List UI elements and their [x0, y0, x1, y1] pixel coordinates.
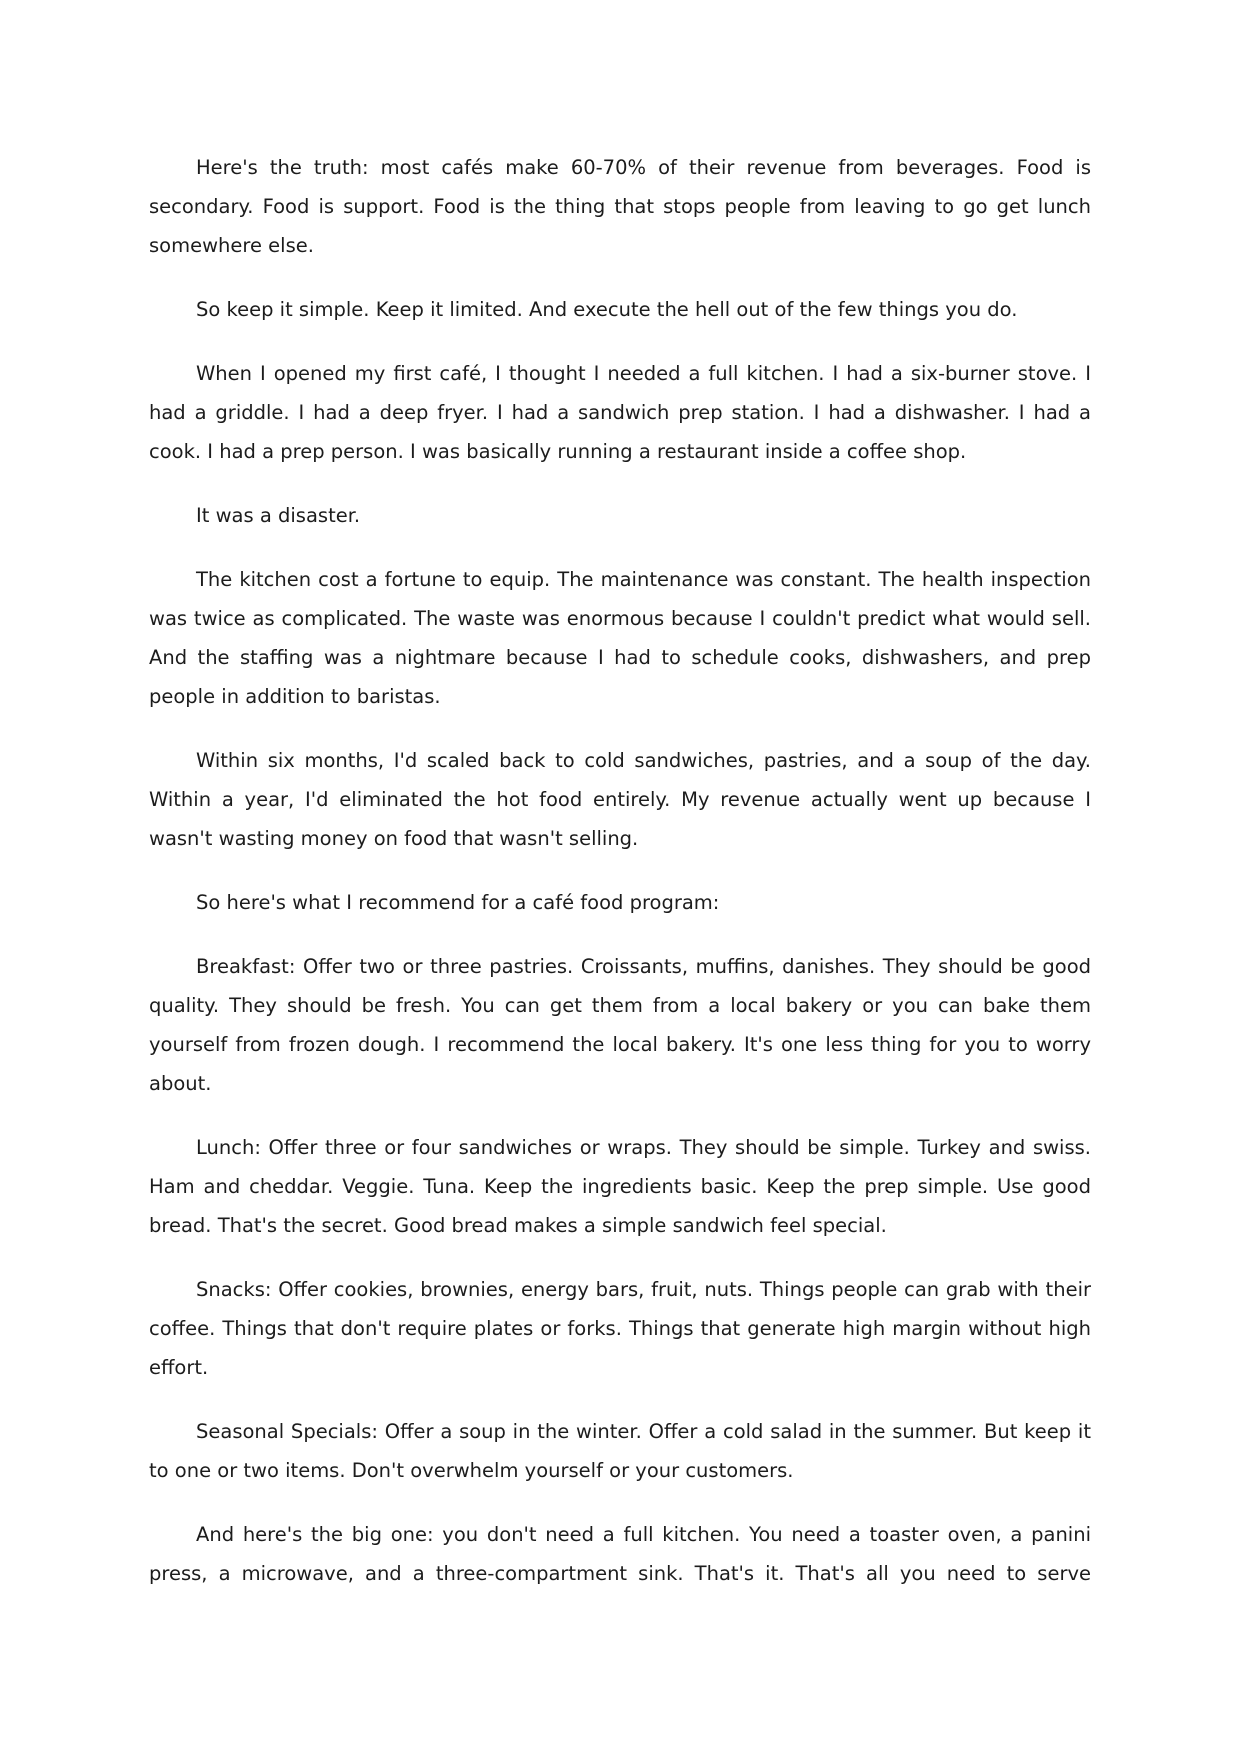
paragraph: Seasonal Specials: Offer a soup in the winter. Offer a cold salad in the summer. But keep it to one or two items. Don't overwhelm yourself or your customers. [149, 1420, 1091, 1482]
paragraph: Lunch: Offer three or four sandwiches or wraps. They should be simple. Turkey and swiss. Ham and cheddar. Veggie. Tuna. Keep the ingredients basic. Keep the prep simple. Use good bread. That's the secret. Good bread makes a simple sandwich feel special. [149, 1136, 1091, 1237]
paragraph: Breakfast: Offer two or three pastries. Croissants, muffins, danishes. They should be good quality. They should be fresh. You can get them from a local bakery or you can bake them yourself from frozen dough. I recommend the local bakery. It's one less thing for you to worry about. [149, 955, 1091, 1095]
document-body [149, 148, 1091, 1618]
paragraph: When I opened my first café, I thought I needed a full kitchen. I had a six-burner stove. I had a griddle. I had a deep fryer. I had a sandwich prep station. I had a dishwasher. I had a cook. I had a prep person. I was basically running a restaurant inside a coffee shop. [149, 362, 1091, 463]
paragraph: It was a disaster. [196, 504, 361, 527]
paragraph: So keep it simple. Keep it limited. And execute the hell out of the few things you do. [196, 298, 1018, 321]
paragraph: The kitchen cost a fortune to equip. The maintenance was constant. The health inspection was twice as complicated. The waste was enormous because I couldn't predict what would sell. And the staffing was a nightmare because I had to schedule cooks, dishwashers, and prep people in addition to baristas. [149, 568, 1091, 708]
paragraph: Snacks: Offer cookies, brownies, energy bars, fruit, nuts. Things people can grab with their coffee. Things that don't require plates or forks. Things that generate high margin without high effort. [149, 1278, 1091, 1379]
paragraph: Within six months, I'd scaled back to cold sandwiches, pastries, and a soup of the day. Within a year, I'd eliminated the hot food entirely. My revenue actually went up because I wasn't wasting money on food that wasn't selling. [149, 749, 1091, 850]
paragraph: Here's the truth: most cafés make 60-70% of their revenue from beverages. Food is secondary. Food is support. Food is the thing that stops people from leaving to go get lunch somewhere else. [149, 156, 1091, 257]
paragraph-continued: And here's the big one: you don't need a full kitchen. You need a toaster oven, a panini press, a microwave, and a three-compartment sink. That's it. That's all you need to serve [149, 1523, 1091, 1585]
paragraph: So here's what I recommend for a café food program: [196, 891, 720, 914]
